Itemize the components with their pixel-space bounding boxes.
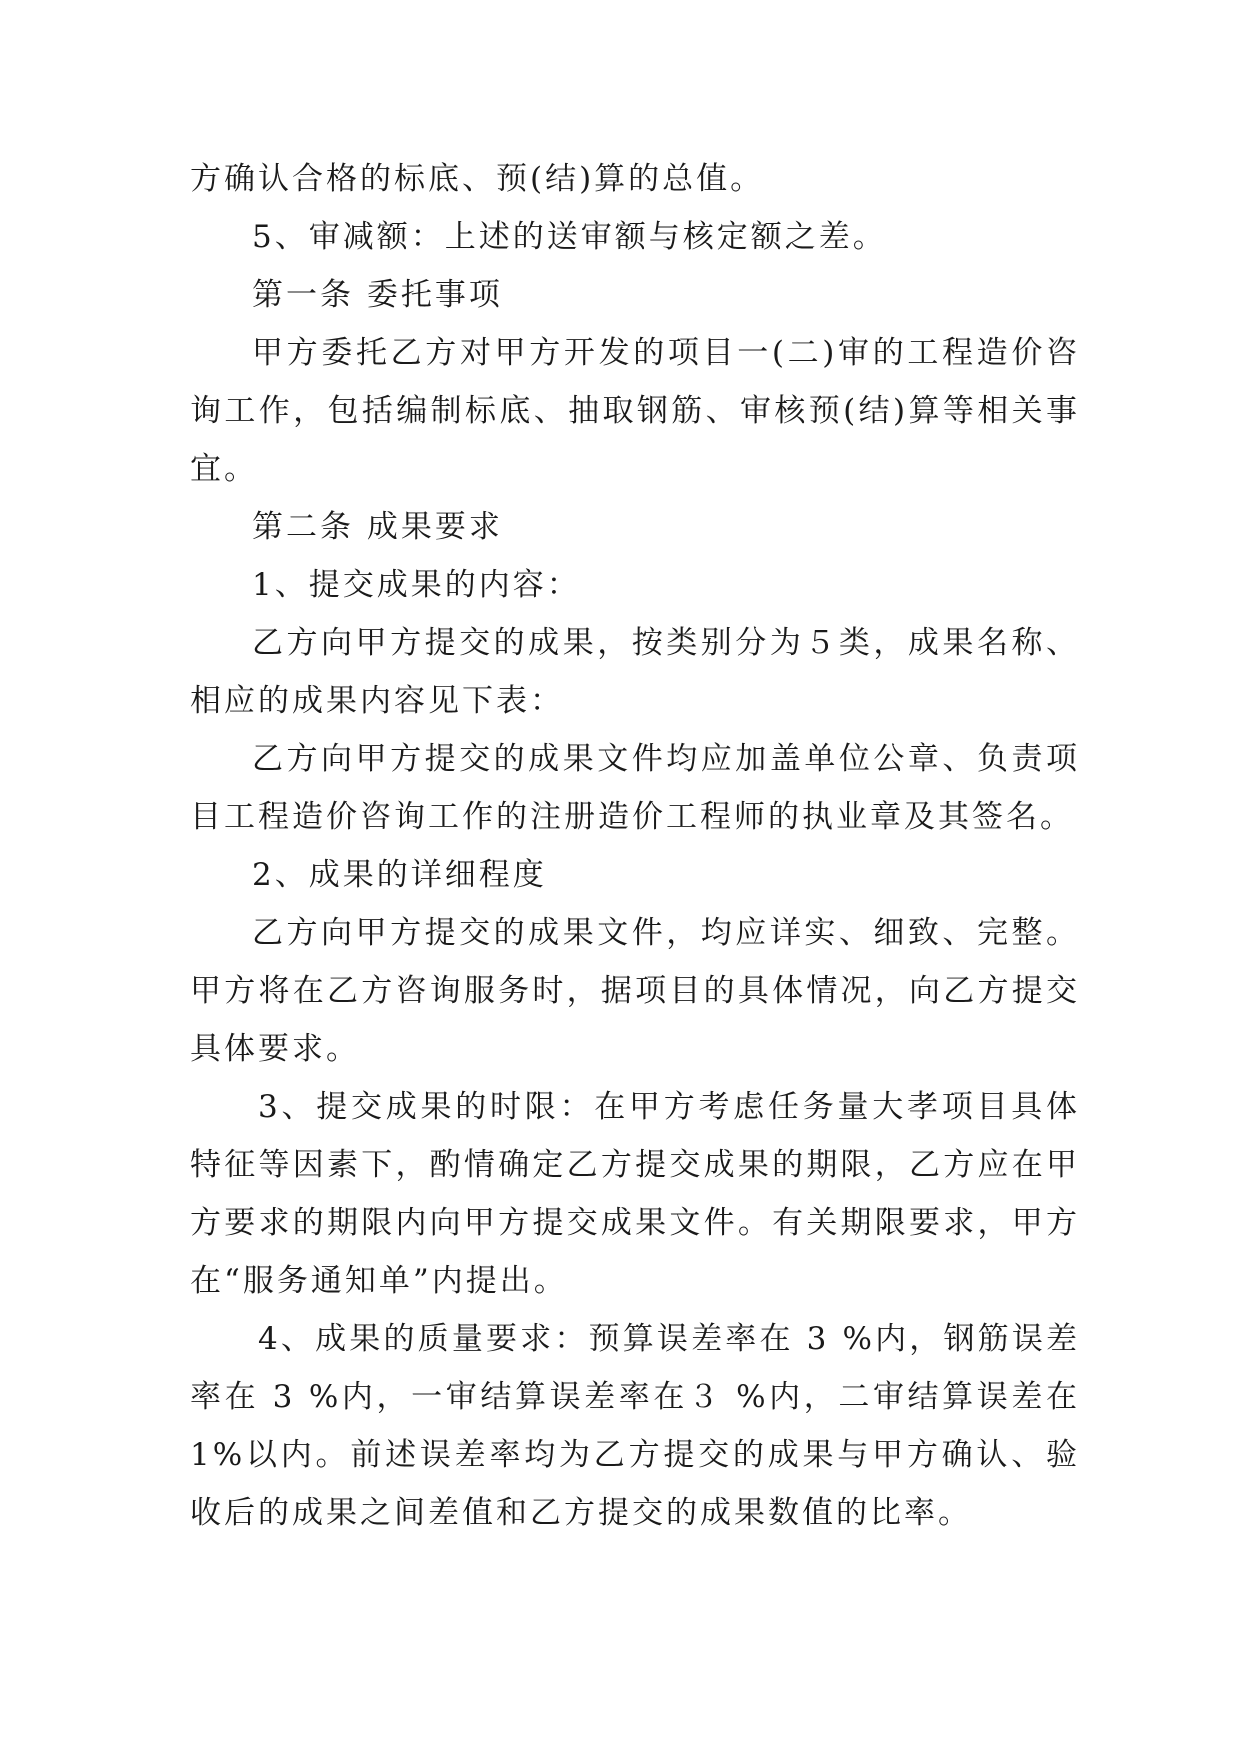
paragraph-deadline: 3、提交成果的时限：在甲方考虑任务量大孝项目具体特征等因素下，酌情确定乙方提交成果的期限，乙方应在甲方要求的期限内向甲方提交成果文件。有关期限要求，甲方在“服务通知单”内提出。	[190, 1089, 1080, 1299]
paragraph-detail-level: 乙方向甲方提交的成果文件，均应详实、细致、完整。甲方将在乙方咨询服务时，据项目的具体情况，向乙方提交具体要求。	[190, 915, 1080, 1067]
paragraph-reduction-amount: 5、审减额：上述的送审额与核定额之差。	[252, 219, 887, 255]
article-1-heading: 第一条 委托事项	[252, 277, 503, 313]
document-body	[190, 150, 1080, 1542]
paragraph-quality-requirements: 4、成果的质量要求：预算误差率在 3 %内，钢筋误差率在 3 %内，一审结算误差率在３ %内，二审结算误差在1%以内。前述误差率均为乙方提交的成果与甲方确认、验收后的成果之间差值和乙方提交的成果数值的比率。	[190, 1321, 1080, 1531]
paragraph-deliverable-categories: 乙方向甲方提交的成果，按类别分为５类，成果名称、相应的成果内容见下表：	[190, 625, 1080, 719]
article-2-heading: 第二条 成果要求	[252, 509, 503, 545]
paragraph-deliverable-seal: 乙方向甲方提交的成果文件均应加盖单位公章、负责项目工程造价咨询工作的注册造价工程师的执业章及其签名。	[190, 741, 1080, 835]
paragraph-continuation: 方确认合格的标底、预(结)算的总值。	[190, 161, 765, 197]
paragraph-entrusted-matters: 甲方委托乙方对甲方开发的项目一(二)审的工程造价咨询工作，包括编制标底、抽取钢筋、审核预(结)算等相关事宜。	[190, 335, 1080, 487]
paragraph-deliverable-content: 1、提交成果的内容：	[252, 567, 581, 603]
paragraph-detail-level-heading: 2、成果的详细程度	[252, 857, 547, 893]
